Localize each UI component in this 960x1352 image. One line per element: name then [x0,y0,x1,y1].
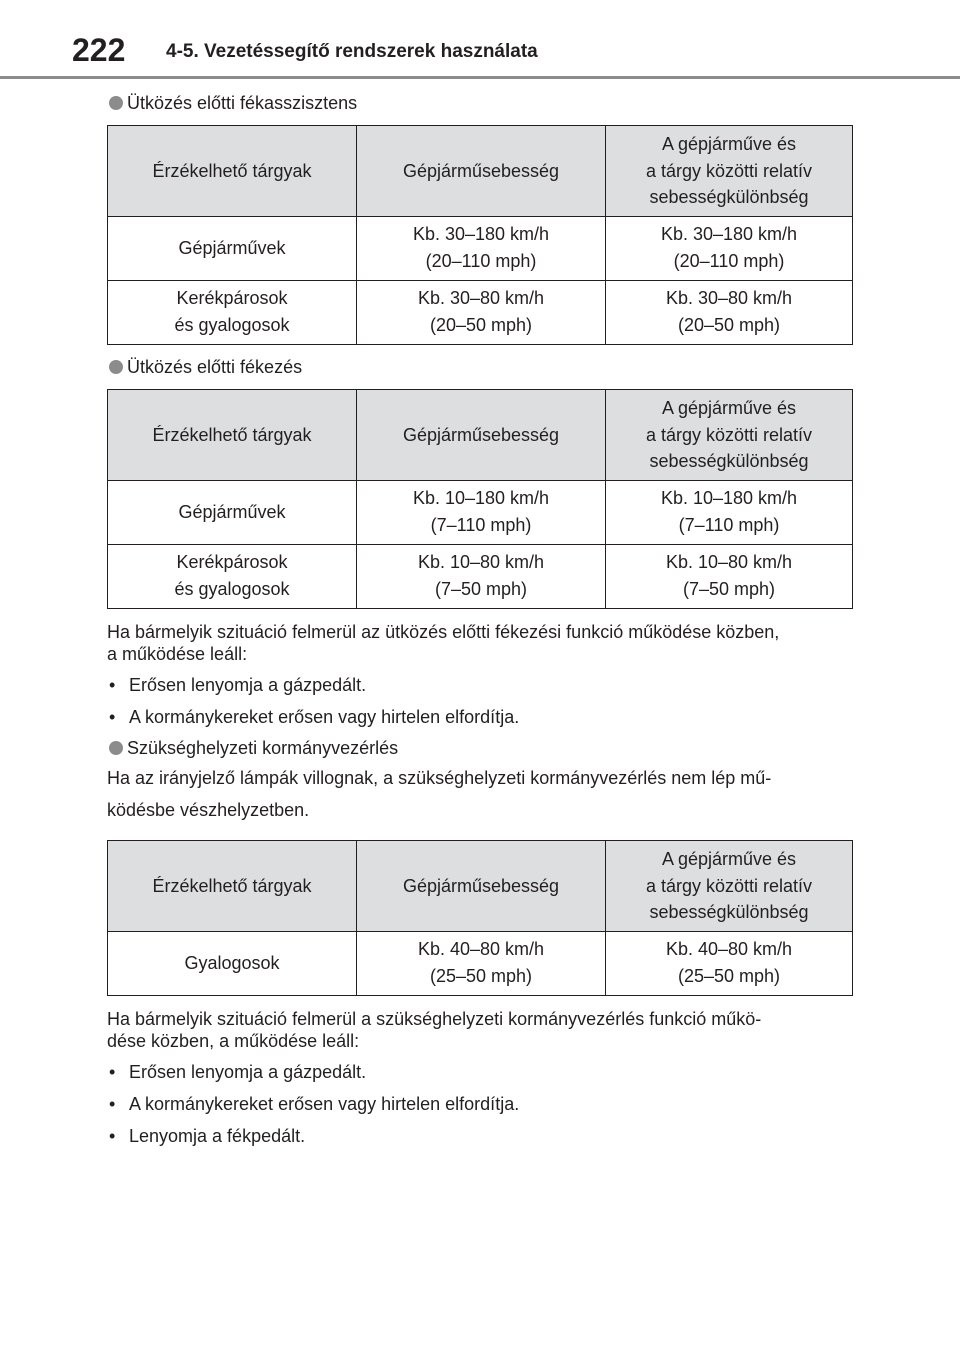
list-item-text: A kormánykereket erősen vagy hirtelen elfordítja. [129,707,520,727]
cell-speed [357,932,606,996]
cell-line: Kb. 30–180 km/h [412,224,550,244]
cell-line: Kb. 10–180 km/h [412,488,550,508]
list-item [107,1056,853,1088]
cell-line: Kb. 10–80 km/h [417,552,545,572]
spec-table-braking [107,389,853,609]
header-divider [0,76,960,79]
bullet-dot-icon [109,96,123,110]
cell-line: (25–50 mph) [429,965,533,986]
cell-line: (25–50 mph) [677,965,781,986]
cell-relative [606,932,853,996]
header-line: sebességkülönbség [649,451,809,472]
cell-line: Kb. 30–180 km/h [660,224,798,244]
note-line: a működése leáll: [107,644,248,664]
cell-line: Kb. 40–80 km/h [665,939,793,959]
list-item [107,669,853,701]
cell-line: (7–50 mph) [682,578,776,599]
header-line: A gépjárműve és [661,134,797,155]
table-row [108,481,853,545]
cell-speed [357,281,606,345]
page-header [0,0,960,82]
table-header-row [108,390,853,481]
table-row [108,545,853,609]
cell-line: Kerékpárosok [176,288,288,308]
cell-line: Kb. 10–180 km/h [660,488,798,508]
list-item [107,701,853,733]
header-cell-targets: Érzékelhető tárgyak [108,841,357,932]
cell-line: (20–110 mph) [673,250,785,271]
section-heading-emergency-steering [107,734,853,762]
cell-line: és gyalogosok [174,578,290,599]
table-row [108,932,853,996]
cell-target [108,217,357,281]
cell-target [108,932,357,996]
emergency-steering-intro [107,762,853,826]
bullet-mark: • [109,1126,116,1146]
section-title: 4-5. Vezetéssegítő rendszerek használata [166,41,538,62]
list-item-text: A kormánykereket erősen vagy hirtelen elfordítja. [129,1094,520,1114]
header-line: a tárgy közötti relatív [645,875,813,896]
cell-speed [357,217,606,281]
cell-speed [357,481,606,545]
list-item-text: Lenyomja a fékpedált. [129,1126,306,1146]
cell-speed [357,545,606,609]
cell-relative [606,217,853,281]
cell-line: Kb. 10–80 km/h [665,552,793,572]
note-line: Ha bármelyik szituáció felmerül a szükséghelyzeti kormányvezérlés funkció műkö- [107,1009,762,1029]
header-cell-relative-speed [606,841,853,932]
header-cell-relative-speed [606,390,853,481]
cell-line: (20–50 mph) [677,314,781,335]
list-item-text: Erősen lenyomja a gázpedált. [129,1062,367,1082]
section-heading-text: Szükséghelyzeti kormányvezérlés [127,738,399,758]
section-heading-pre-collision-braking [107,353,853,381]
bullet-mark: • [109,1094,116,1114]
cell-line: Kb. 30–80 km/h [417,288,545,308]
bullet-mark: • [109,675,116,695]
spec-table-emergency-steering [107,840,853,996]
header-cell-targets: Érzékelhető tárgyak [108,126,357,217]
header-line: a tárgy közötti relatív [645,160,813,181]
list-item-text: Erősen lenyomja a gázpedált. [129,675,367,695]
cell-line: Kb. 40–80 km/h [417,939,545,959]
cell-line: Gépjárművek [178,502,286,523]
bullet-dot-icon [109,360,123,374]
section-heading-text: Ütközés előtti fékezés [127,357,303,377]
cell-line: Gyalogosok [184,953,280,974]
header-line: A gépjárműve és [661,849,797,870]
stop-conditions-note [107,621,853,665]
page-number: 222 [72,32,126,68]
cell-line: Kerékpárosok [176,552,288,572]
header-cell-relative-speed [606,126,853,217]
cell-relative [606,281,853,345]
page-content [107,88,853,1152]
cell-line: és gyalogosok [174,314,290,335]
intro-line: ködésbe vészhelyzetben. [107,800,310,820]
header-line: sebességkülönbség [649,902,809,923]
header-line: sebességkülönbség [649,187,809,208]
note-line: dése közben, a működése leáll: [107,1031,360,1051]
cell-line: Gépjárművek [178,238,286,259]
table-header-row [108,126,853,217]
cell-target [108,481,357,545]
header-cell-targets: Érzékelhető tárgyak [108,390,357,481]
bullet-mark: • [109,1062,116,1082]
spec-table-brake-assist [107,125,853,345]
header-line: a tárgy közötti relatív [645,424,813,445]
header-cell-vehicle-speed: Gépjárműsebesség [357,126,606,217]
note-line: Ha bármelyik szituáció felmerül az ütközés előtti fékezési funkció működése közben, [107,622,780,642]
steering-stop-conditions-list [107,1056,853,1152]
list-item [107,1088,853,1120]
stop-conditions-list [107,669,853,733]
table-header-row [108,841,853,932]
cell-target [108,545,357,609]
steering-stop-conditions-note [107,1008,853,1052]
cell-relative [606,481,853,545]
bullet-mark: • [109,707,116,727]
bullet-dot-icon [109,741,123,755]
cell-line: (20–50 mph) [429,314,533,335]
intro-line: Ha az irányjelző lámpák villognak, a szükséghelyzeti kormányvezérlés nem lép mű- [107,768,772,788]
cell-line: (7–110 mph) [678,514,780,535]
cell-line: (7–110 mph) [430,514,532,535]
cell-target [108,281,357,345]
section-heading-text: Ütközés előtti fékasszisztens [127,93,358,113]
header-line: A gépjárműve és [661,398,797,419]
table-row [108,281,853,345]
list-item [107,1120,853,1152]
cell-relative [606,545,853,609]
cell-line: (20–110 mph) [425,250,537,271]
header-cell-vehicle-speed: Gépjárműsebesség [357,841,606,932]
cell-line: (7–50 mph) [434,578,528,599]
header-cell-vehicle-speed: Gépjárműsebesség [357,390,606,481]
table-row [108,217,853,281]
cell-line: Kb. 30–80 km/h [665,288,793,308]
section-heading-pre-collision-brake-assist [107,89,853,117]
